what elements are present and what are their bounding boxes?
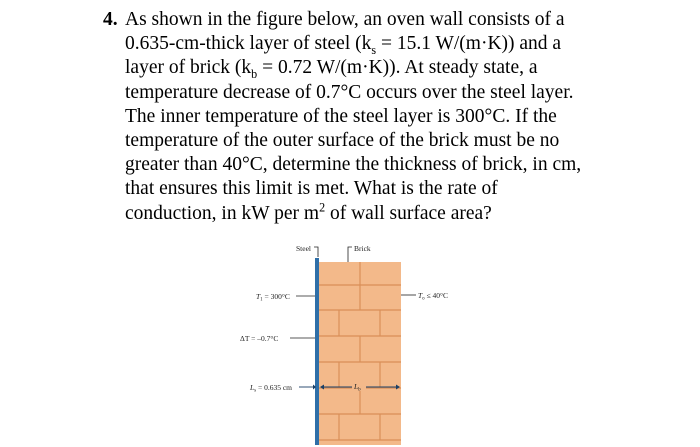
problem-line-4: temperature decrease of 0.7°C occurs over the steel layer. xyxy=(125,81,574,103)
area-rest: of wall surface area? xyxy=(325,202,492,224)
steel-label: Steel xyxy=(296,244,311,253)
steel-conductivity: = 15.1 W/(m·K)) and a xyxy=(376,33,562,55)
problem-line-1: As shown in the figure below, an oven wall consists of a xyxy=(125,9,565,30)
problem-statement xyxy=(103,8,693,226)
problem-line-3 xyxy=(103,56,693,80)
steel-leader xyxy=(314,247,318,257)
brick-leader xyxy=(348,247,352,262)
ls-annotation: $L_s = 0.635$ cm xyxy=(250,383,293,394)
area-superscript: 2 xyxy=(319,200,326,215)
oven-wall-figure xyxy=(228,240,488,445)
t1-annotation: $T_1 = 300^\circ C$ xyxy=(256,292,290,303)
problem-line-7: greater than 40°C, determine the thickness of brick, in cm, xyxy=(125,154,582,176)
brick-k-subscript: b xyxy=(251,67,258,82)
brick-wall xyxy=(319,262,401,445)
to-annotation: $T_o \le 40^\circ C$ xyxy=(418,291,449,302)
area-text: conduction, in kW per m xyxy=(125,202,320,224)
delta-t-annotation: ΔT = –0.7°C xyxy=(240,334,279,343)
problem-line-9 xyxy=(103,202,693,226)
lb-annotation: $L_b$ xyxy=(354,382,361,393)
problem-line-5: The inner temperature of the steel layer is 300°C. If the xyxy=(125,105,557,127)
brick-label: Brick xyxy=(354,244,371,253)
steel-layer xyxy=(315,258,319,445)
problem-line-6: temperature of the outer surface of the brick must be no xyxy=(125,130,560,152)
problem-line-8: that ensures this limit is met. What is the rate of xyxy=(125,178,498,200)
brick-conductivity: = 0.72 W/(m·K)). At steady state, a xyxy=(257,57,538,79)
brick-text: layer of brick (k xyxy=(125,57,252,79)
problem-number: 4. xyxy=(103,9,118,30)
steel-k-subscript: s xyxy=(371,43,377,58)
steel-text: 0.635-cm-thick layer of steel (k xyxy=(125,33,372,55)
problem-line-2 xyxy=(103,32,693,56)
